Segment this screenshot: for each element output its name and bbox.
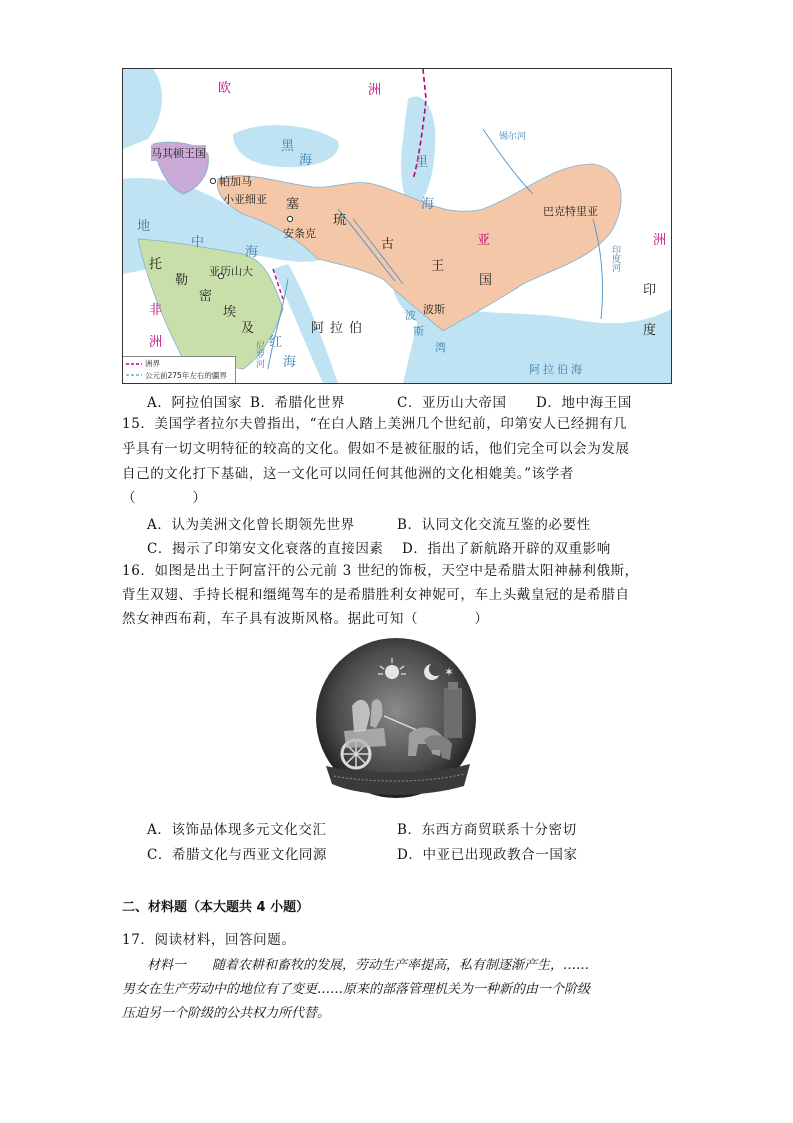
map-label-india-2: 度 bbox=[643, 323, 657, 338]
map-label-gulf-3: 湾 bbox=[435, 341, 446, 354]
map-label-persia: 波斯 bbox=[423, 303, 445, 316]
map-label-indus: 印度河 bbox=[610, 245, 620, 272]
map-label-asia-minor: 小亚细亚 bbox=[223, 193, 267, 206]
map-label-caspian-2: 海 bbox=[421, 197, 435, 212]
map-label-europe-2: 洲 bbox=[368, 83, 382, 98]
map-label-india-1: 印 bbox=[643, 283, 657, 298]
map-label-asia: 亚 bbox=[477, 233, 491, 248]
q15-option-a: A．认为美洲文化曾长期领先世界 bbox=[147, 517, 355, 533]
plaque-graphic bbox=[314, 636, 478, 800]
map-label-red-sea-1: 红 bbox=[269, 335, 283, 350]
map-label-gulf-1: 波 bbox=[405, 309, 416, 322]
q16-option-d: D．中亚已出现政教合一国家 bbox=[397, 847, 578, 863]
map-label-caspian-1: 里 bbox=[415, 155, 429, 170]
q14-option-c: C．亚历山大帝国 bbox=[397, 395, 507, 411]
map-label-africa-2: 洲 bbox=[149, 335, 163, 350]
svg-text:✶: ✶ bbox=[444, 665, 455, 679]
q15-line-4: （ ） bbox=[122, 490, 207, 506]
map-label-med-1: 地 bbox=[137, 219, 151, 234]
map-label-liu: 琉 bbox=[333, 213, 347, 228]
map-label-europe-1: 欧 bbox=[218, 81, 232, 96]
map-label-med-3: 海 bbox=[245, 245, 259, 260]
q16-line-2: 背生双翅、手持长棍和缰绳驾车的是希腊胜利女神妮可，车上头戴皇冠的是希腊自 bbox=[122, 587, 630, 603]
q15-line-2: 乎具有一切文明特征的较高的文化。假如不是被征服的话，他们完全可以会为发展 bbox=[122, 441, 630, 457]
legend-year-border: 公元前275年左右的疆界 bbox=[145, 371, 227, 380]
legend-continent-border: 洲界 bbox=[145, 359, 160, 368]
map-label-nile: 尼罗河 bbox=[254, 341, 264, 368]
map-label-red-sea-2: 海 bbox=[283, 355, 297, 370]
q15-option-c: C．揭示了印第安文化衰落的直接因素 bbox=[147, 541, 384, 557]
map-label-black-1: 黑 bbox=[281, 139, 295, 154]
q16-option-c: C．希腊文化与西亚文化同源 bbox=[147, 847, 328, 863]
map-label-gulf-2: 斯 bbox=[413, 325, 424, 338]
map-label-ptolemy-3: 密 bbox=[199, 289, 213, 304]
q17-title: 17．阅读材料，回答问题。 bbox=[122, 932, 296, 948]
q16-option-b: B．东西方商贸联系十分密切 bbox=[397, 822, 577, 838]
map-label-syr-river: 锡尔河 bbox=[499, 132, 527, 142]
map-label-arabia: 阿拉伯 bbox=[311, 321, 369, 336]
q15-option-b: B．认同文化交流互鉴的必要性 bbox=[397, 517, 591, 533]
map-label-macedonia: 马其顿王国 bbox=[151, 147, 206, 160]
map-label-pergamon: 帕加马 bbox=[219, 175, 252, 188]
q17-material-line-3: 压迫另一个阶级的公共权力所代替。 bbox=[122, 1006, 331, 1021]
map-label-egypt-1: 埃 bbox=[223, 305, 237, 320]
map-label-gu: 古 bbox=[381, 237, 395, 252]
map-label-asia-zhou: 洲 bbox=[653, 233, 667, 248]
q14-option-d: D．地中海王国 bbox=[536, 395, 633, 411]
q16-line-1: 16．如图是出土于阿富汗的公元前 3 世纪的饰板，天空中是希腊太阳神赫利俄斯， bbox=[122, 563, 639, 579]
afghan-plaque-image bbox=[314, 636, 478, 800]
map-graphic bbox=[123, 69, 671, 383]
map-label-ptolemy-2: 勒 bbox=[175, 273, 189, 288]
map-label-med-2: 中 bbox=[191, 235, 205, 250]
map-label-black-2: 海 bbox=[299, 153, 313, 168]
map-label-alexandria: 亚历山大 bbox=[209, 265, 253, 278]
q15-line-3: 自己的文化打下基础，这一文化可以同任何其他洲的文化相媲美。”该学者 bbox=[122, 466, 574, 482]
q15-line-1: 15．美国学者拉尔夫曾指出，“在白人踏上美洲几个世纪前，印第安人已经拥有几 bbox=[122, 416, 628, 432]
section-2-title: 二、材料题（本大题共 4 小题） bbox=[122, 900, 310, 915]
map-label-sai: 塞 bbox=[286, 197, 300, 212]
q17-material-line-1: 材料一 随着农耕和畜牧的发展，劳动生产率提高，私有制逐渐产生，…… bbox=[147, 958, 590, 973]
map-label-wang: 王 bbox=[431, 259, 445, 274]
map-label-bactria: 巴克特里亚 bbox=[543, 205, 598, 218]
q16-line-3: 然女神西布莉，车子具有波斯风格。据此可知（ ） bbox=[122, 611, 489, 627]
legend-swatches bbox=[126, 357, 144, 383]
map-legend bbox=[123, 356, 236, 383]
hellenistic-map bbox=[122, 68, 672, 384]
map-label-guo: 国 bbox=[479, 273, 493, 288]
map-label-ptolemy-1: 托 bbox=[149, 257, 163, 272]
map-label-arabian-sea: 阿拉伯海 bbox=[529, 363, 585, 376]
map-label-africa-1: 非 bbox=[149, 303, 163, 318]
q14-option-a: A．阿拉伯国家 bbox=[147, 395, 242, 411]
map-label-egypt-2: 及 bbox=[241, 321, 255, 336]
q14-option-b: B．希腊化世界 bbox=[250, 395, 346, 411]
q16-option-a: A．该饰品体现多元文化交汇 bbox=[147, 822, 327, 838]
q15-option-d: D．指出了新航路开辟的双重影响 bbox=[402, 541, 611, 557]
map-label-antioch: 安条克 bbox=[283, 227, 316, 240]
q17-material-line-2: 男女在生产劳动中的地位有了变更……原来的部落管理机关为一种新的由一个阶级 bbox=[122, 982, 591, 997]
